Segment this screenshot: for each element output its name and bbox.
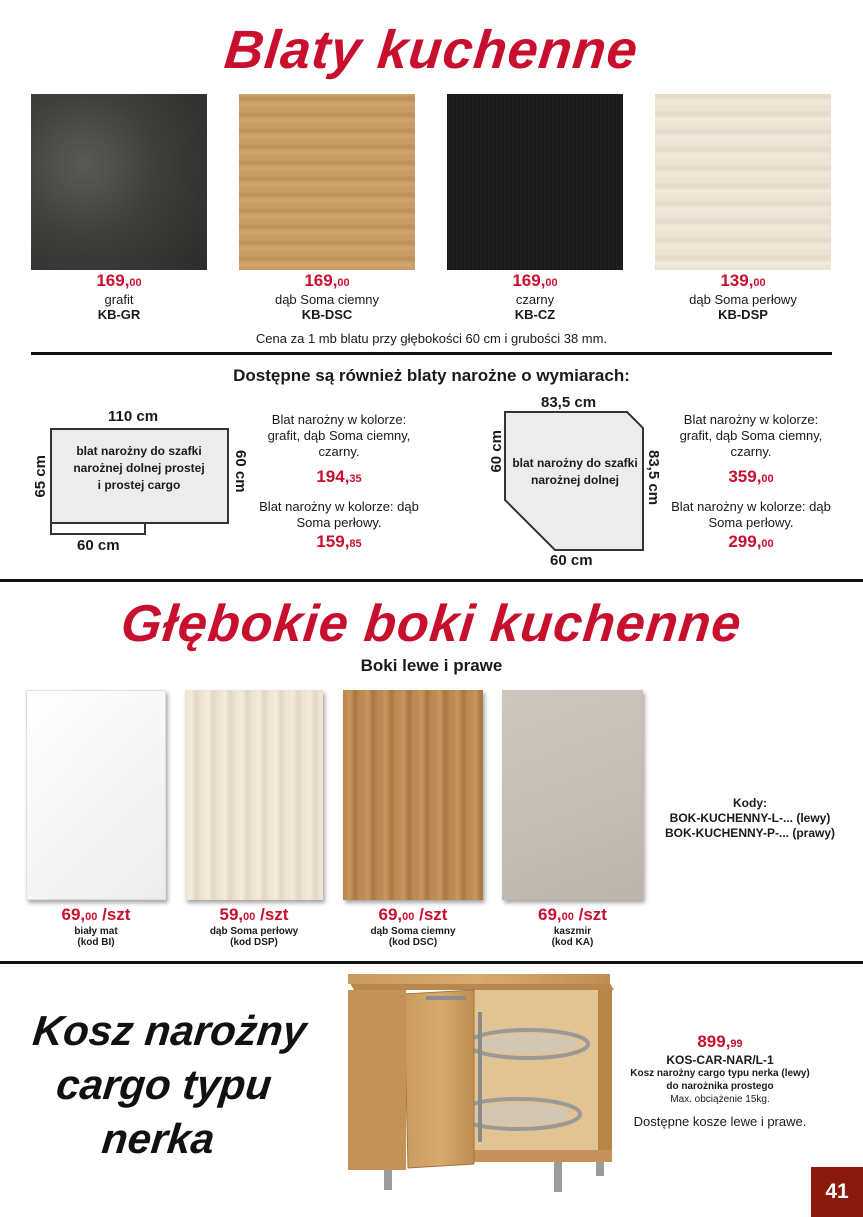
worktop-item-4: 139,00 dąb Soma perłowy KB-DSP	[689, 271, 797, 322]
corner-right-price1-text: Blat narożny w kolorze: grafit, dąb Soma ciemny, czarny.	[679, 412, 823, 459]
swatch-graphite	[31, 94, 207, 270]
worktop-item-3: 169,00 czarny KB-CZ	[512, 271, 558, 322]
corner-right-dim-right: 83,5 cm	[645, 450, 662, 506]
cargo-price: 899,99	[697, 1032, 743, 1051]
panel-item-3: 69,00 /szt dąb Soma ciemny (kod DSC)	[370, 905, 456, 948]
corner-right-label: blat narożny do szafki narożnej dolnej	[512, 456, 638, 487]
section-title-worktops: Blaty kuchenne	[221, 20, 642, 80]
panel-white-mat	[26, 690, 166, 900]
cargo-desc2: do narożnika prostego	[666, 1081, 774, 1092]
panel-pearl-oak	[185, 690, 323, 900]
panel-item-4: 69,00 /szt kaszmir (kod KA)	[538, 905, 607, 948]
worktop-item-1: 169,00 grafit KB-GR	[96, 271, 142, 322]
worktop-price-note: Cena za 1 mb blatu przy głębokości 60 cm i grubości 38 mm.	[255, 331, 608, 346]
cargo-code: KOS-CAR-NAR/L-1	[666, 1053, 774, 1067]
cargo-cabinet-image	[346, 972, 616, 1194]
panel-item-2: 59,00 /szt dąb Soma perłowy (kod DSP)	[209, 905, 299, 948]
worktop-item-2: 169,00 dąb Soma ciemny KB-DSC	[274, 271, 380, 322]
corner-right-dim-left: 60 cm	[488, 430, 505, 473]
corner-heading: Dostępne są również blaty narożne o wymiarach:	[233, 366, 630, 385]
corner-left-label: blat narożny do szafki narożnej dolnej prostej i prostej cargo	[73, 444, 205, 492]
corner-left-dim-bottom: 60 cm	[77, 537, 120, 554]
corner-right-price2: 299,00	[728, 532, 774, 551]
panel-codes: Kody: BOK-KUCHENNY-L-... (lewy) BOK-KUCHENNY-P-... (prawy)	[664, 796, 835, 840]
corner-left-dim-top: 110 cm	[108, 408, 159, 425]
section-title-side-panels: Głębokie boki kuchenne	[118, 595, 745, 653]
corner-right-price1: 359,00	[728, 467, 774, 486]
panel-cashmere	[502, 690, 643, 900]
corner-left-price1: 194,35	[316, 467, 362, 486]
divider-2	[0, 579, 863, 582]
divider-1	[31, 352, 832, 355]
corner-right-dim-top: 83,5 cm	[541, 394, 597, 411]
corner-left-dim-right: 60 cm	[232, 450, 249, 493]
swatch-dark-oak	[239, 94, 415, 270]
corner-left-dim-left: 65 cm	[32, 455, 49, 498]
cargo-load: Max. obciążenie 15kg.	[670, 1094, 770, 1105]
corner-right-price2-text: Blat narożny w kolorze: dąb Soma perłowy.	[671, 499, 831, 530]
cargo-note: Dostępne kosze lewe i prawe.	[633, 1114, 807, 1129]
corner-left-bottom-line	[50, 522, 146, 535]
corner-left-price1-text: Blat narożny w kolorze: grafit, dąb Soma ciemny, czarny.	[267, 412, 411, 459]
side-panels-subtitle: Boki lewe i prawe	[360, 656, 503, 675]
swatch-black	[447, 94, 623, 270]
corner-right-dim-bottom: 60 cm	[550, 552, 593, 569]
cargo-info	[620, 1033, 820, 1131]
page-number: 41	[811, 1167, 863, 1217]
panel-dark-oak	[343, 690, 483, 900]
swatch-pearl-oak	[655, 94, 831, 270]
corner-left-price2: 159,85	[316, 532, 362, 551]
corner-left-price2-text: Blat narożny w kolorze: dąb Soma perłowy.	[259, 499, 419, 530]
divider-3	[0, 961, 863, 964]
panel-item-1: 69,00 /szt biały mat (kod BI)	[61, 905, 131, 948]
cargo-title: Kosz narożny cargo typu nerka	[30, 1007, 309, 1162]
cargo-desc1: Kosz narożny cargo typu nerka (lewy)	[630, 1068, 810, 1079]
